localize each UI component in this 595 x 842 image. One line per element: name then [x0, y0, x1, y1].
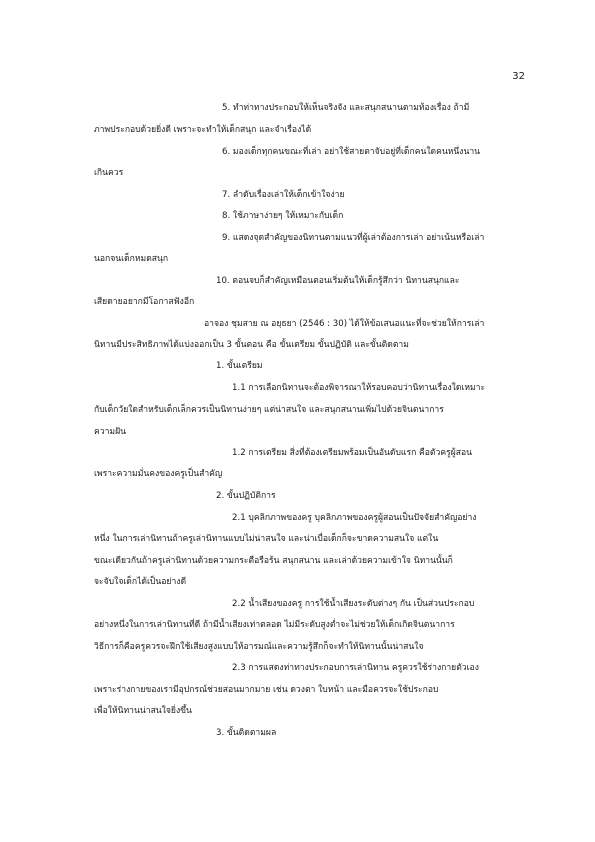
- section-heading: 2. ขั้นปฏิบัติการ: [216, 491, 276, 501]
- text-line: เสียดายอยากมีโอกาสฟังอีก: [94, 297, 195, 307]
- text-line: 5. ทำท่าทางประกอบให้เห็นจริงจัง และสนุกสนานตามท้องเรื่อง ถ้ามี: [222, 103, 470, 113]
- text-line: เกินควร: [94, 168, 124, 178]
- text-line: หนึ่ง ในการเล่านิทานถ้าครูเล่านิทานแบบไม่น่าสนใจ และน่าเบื่อเด็กก็จะขาดความสนใจ แต่ใน: [94, 534, 439, 544]
- text-line: ภาพประกอบด้วยยิ่งดี เพราะจะทำให้เด็กสนุก และจำเรื่องได้: [94, 125, 312, 135]
- text-line: จะจับใจเด็กได้เป็นอย่างดี: [94, 577, 187, 587]
- text-line: 10. ตอนจบก็สำคัญเหมือนตอนเริ่มต้นให้เด็กรู้สึกว่า นิทานสนุกและ: [216, 276, 460, 286]
- text-line: ขณะเดียวกันถ้าครูเล่านิทานด้วยความกระตือรือร้น สนุกสนาน และเล่าด้วยความเข้าใจ นิทานนั้นก็: [94, 556, 453, 566]
- text-line: 2.2 น้ำเสียงของครู การใช้น้ำเสียงระดับต่างๆ กัน เป็นส่วนประกอบ: [232, 599, 475, 609]
- text-line: 2.3 การแสดงท่าทางประกอบการเล่านิทาน ครูควรใช้ร่างกายตัวเอง: [232, 663, 479, 673]
- text-line: อย่างหนึ่งในการเล่านิทานที่ดี ถ้ามีน้ำเสียงเท่าตลอด ไม่มีระดับสูงต่ำจะไม่ช่วยให้เด็กเกิดจินตนาการ: [94, 620, 455, 630]
- text-line: 6. มองเด็กทุกคนขณะที่เล่า อย่าใช้สายตาจับอยู่ที่เด็กคนใดคนหนึ่งนาน: [222, 147, 481, 157]
- text-line: อาจอง ชุมสาย ณ อยุธยา (2546 : 30) ได้ให้ข้อเสนอแนะที่จะช่วยให้การเล่า: [204, 319, 485, 329]
- section-heading: 1. ขั้นเตรียม: [216, 361, 263, 371]
- text-line: 9. แสดงจุดสำคัญของนิทานตามแนวที่ผู้เล่าต้องการเล่า อย่าเน้นหรือเล่า: [222, 233, 485, 243]
- text-line: เพื่อให้นิทานน่าสนใจยิ่งขึ้น: [94, 706, 192, 716]
- text-line: กับเด็กวัยใดสำหรับเด็กเล็กควรเป็นนิทานง่ายๆ แต่น่าสนใจ และสนุกสนานเพิ่มไปด้วยจินตนาการ: [94, 405, 444, 415]
- text-line: ความฝัน: [94, 427, 126, 437]
- text-line: เพราะร่างกายของเรามีอุปกรณ์ช่วยสอนมากมาย เช่น ดวงตา ใบหน้า และมือควรจะใช้ประกอบ: [94, 685, 439, 695]
- text-line: นอกจนเด็กหมดสนุก: [94, 254, 169, 264]
- text-line: วิธีการก็คือครูควรจะฝึกใช้เสียงสูงแบบให้อารมณ์และความรู้สึกก็จะทำให้นิทานนั้นน่าสนใจ: [94, 642, 424, 652]
- text-line: 2.1 บุคลิกภาพของครู บุคลิกภาพของครูผู้สอนเป็นปัจจัยสำคัญอย่าง: [232, 513, 477, 523]
- text-line: 1.1 การเลือกนิทานจะต้องพิจารณาให้รอบคอบว่านิทานเรื่องใดเหมาะ: [232, 383, 486, 393]
- page-number: 32: [512, 71, 525, 82]
- text-line: 7. ลำดับเรื่องเล่าให้เด็กเข้าใจง่าย: [222, 190, 345, 200]
- text-line: 1.2 การเตรียม สิ่งที่ต้องเตรียมพร้อมเป็นอันดับแรก คือตัวครูผู้สอน: [232, 448, 473, 458]
- text-line: เพราะความมั่นคงของครูเป็นสำคัญ: [94, 469, 223, 479]
- text-line: นิทานมีประสิทธิภาพได้แบ่งออกเป็น 3 ขั้นตอน คือ ขั้นเตรียม ขั้นปฏิบัติ และขั้นติดตาม: [94, 340, 409, 350]
- text-line: 8. ใช้ภาษาง่ายๆ ให้เหมาะกับเด็ก: [222, 211, 344, 221]
- section-heading: 3. ขั้นติดตามผล: [216, 728, 277, 738]
